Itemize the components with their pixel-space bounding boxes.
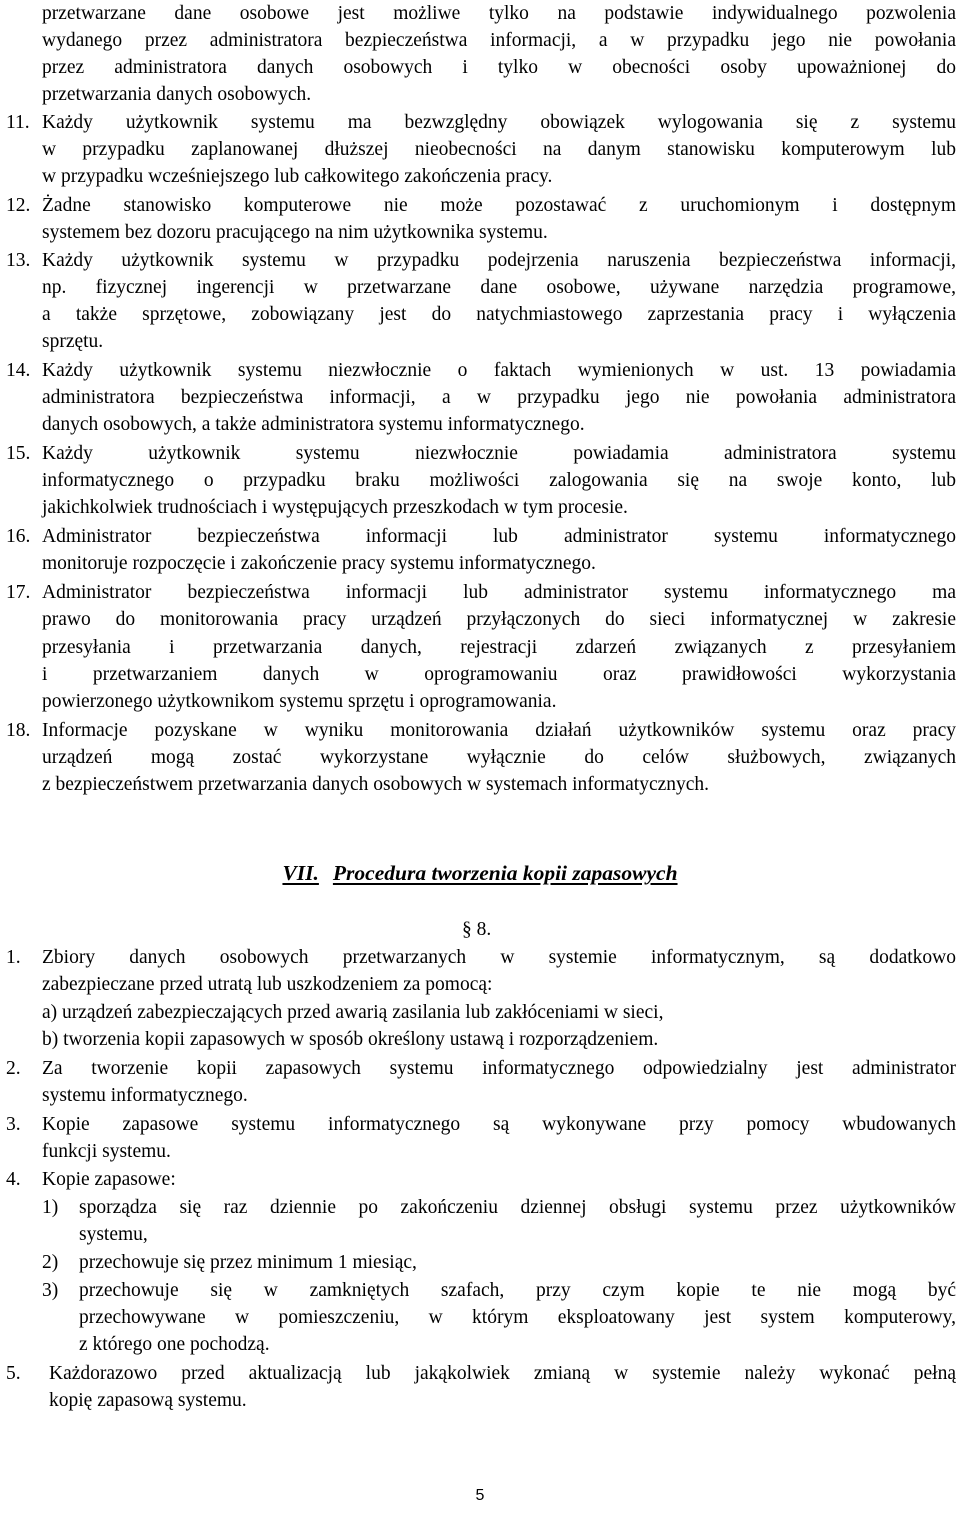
item-line: systemem bez dozoru pracującego na nim użytkownika systemu. — [42, 222, 548, 243]
item-number: 2. — [6, 1058, 21, 1079]
item-line: w przypadku zaplanowanej dłuższej nieobecności na danym stanowisku komputerowym lub — [42, 139, 956, 160]
item-line: np. fizycznej ingerencji w przetwarzane dane osobowe, używane narzędzia programowe, — [42, 277, 956, 298]
item-line: sprzętu. — [42, 331, 104, 352]
item-line: zabezpieczane przed utratą lub uszkodzeniem za pomocą: — [42, 974, 493, 995]
item-line: systemu informatycznego. — [42, 1085, 248, 1106]
subitem-line: przechowywane w pomieszczeniu, w którym eksploatowany jest system komputerowy, — [79, 1307, 956, 1328]
item-line: Każdy użytkownik systemu niezwłocznie powiadamia administratora systemu — [42, 443, 956, 464]
item-number: 14. — [6, 360, 31, 381]
section-roman-numeral: VII. — [282, 861, 319, 885]
item-number: 12. — [6, 195, 31, 216]
subitem-line: przechowuje się w zamkniętych szafach, przy czym kopie te nie mogą być — [79, 1280, 956, 1301]
item-line: prawo do monitorowania pracy urządzeń przyłączonych do sieci informatycznej w zakresie — [42, 609, 956, 630]
item-line: urządzeń mogą zostać wykorzystane wyłącznie do celów służbowych, związanych — [42, 747, 956, 768]
item-line: i przetwarzaniem danych w oprogramowaniu oraz prawidłowości wykorzystania — [42, 664, 956, 685]
item-number: 3. — [6, 1114, 21, 1135]
subitem-line: z którego one pochodzą. — [79, 1334, 270, 1355]
item-line: a) urządzeń zabezpieczających przed awarią zasilania lub zakłóceniami w sieci, — [42, 1002, 664, 1023]
item-line: jakichkolwiek trudnościach i występujących przeszkodach w tym procesie. — [42, 497, 628, 518]
subitem-line: systemu, — [79, 1224, 148, 1245]
item-line: Żadne stanowisko komputerowe nie może pozostawać z uruchomionym i dostępnym — [42, 195, 956, 216]
item-line: b) tworzenia kopii zapasowych w sposób określony ustawą i rozporządzeniem. — [42, 1029, 659, 1050]
item-line: kopię zapasową systemu. — [49, 1390, 247, 1411]
item-line: Informacje pozyskane w wyniku monitorowania działań użytkowników systemu oraz pracy — [42, 720, 956, 741]
subitem-number: 1) — [42, 1197, 59, 1218]
item-line: Kopie zapasowe: — [42, 1169, 176, 1190]
item-line: w przypadku wcześniejszego lub całkowitego zakończenia pracy. — [42, 166, 553, 187]
intro-line: wydanego przez administratora bezpieczeństwa informacji, a w przypadku jego nie powołania — [42, 30, 956, 51]
item-number: 17. — [6, 582, 31, 603]
item-line: z bezpieczeństwem przetwarzania danych osobowych w systemach informatycznych. — [42, 774, 710, 795]
item-line: a także sprzętowe, zobowiązany jest do natychmiastowego zaprzestania pracy i wyłączenia — [42, 304, 956, 325]
item-line: Każdorazowo przed aktualizacją lub jakąkolwiek zmianą w systemie należy wykonać pełną — [49, 1363, 956, 1384]
intro-line: przez administratora danych osobowych i tylko w obecności osoby upoważnionej do — [42, 57, 956, 78]
item-line: Każdy użytkownik systemu ma bezwzględny obowiązek wylogowania się z systemu — [42, 112, 956, 133]
item-number: 16. — [6, 526, 31, 547]
page-number: 5 — [475, 1487, 485, 1504]
item-line: informatycznego o przypadku braku możliwości zalogowania się na swoje konto, lub — [42, 470, 956, 491]
section-heading — [0, 858, 960, 888]
item-line: administratora bezpieczeństwa informacji, a w przypadku jego nie powołania administratora — [42, 387, 956, 408]
item-line: Każdy użytkownik systemu niezwłocznie o faktach wymienionych w ust. 13 powiadamia — [42, 360, 956, 381]
section-title: Procedura tworzenia kopii zapasowych — [332, 861, 678, 885]
item-number: 13. — [6, 250, 31, 271]
item-number: 5. — [6, 1363, 21, 1384]
item-line: monitoruje rozpoczęcie i zakończenie pracy systemu informatycznego. — [42, 553, 596, 574]
item-number: 18. — [6, 720, 31, 741]
item-line: Kopie zapasowe systemu informatycznego są wykonywane przy pomocy wbudowanych — [42, 1114, 956, 1135]
item-line: Administrator bezpieczeństwa informacji lub administrator systemu informatycznego — [42, 526, 956, 547]
subitem-number: 2) — [42, 1252, 59, 1273]
item-number: 4. — [6, 1169, 21, 1190]
item-number: 1. — [6, 947, 21, 968]
item-line: danych osobowych, a także administratora systemu informatycznego. — [42, 414, 585, 435]
item-number: 11. — [6, 112, 30, 133]
subitem-line: przechowuje się przez minimum 1 miesiąc, — [79, 1252, 417, 1273]
item-line: Zbiory danych osobowych przetwarzanych w systemie informatycznym, są dodatkowo — [42, 947, 956, 968]
item-line: funkcji systemu. — [42, 1141, 171, 1162]
intro-line: przetwarzane dane osobowe jest możliwe tylko na podstawie indywidualnego pozwolenia — [42, 3, 956, 24]
item-line: przesyłania i przetwarzania danych, rejestracji zdarzeń związanych z przesyłaniem — [42, 637, 956, 658]
subitem-number: 3) — [42, 1280, 59, 1301]
paragraph-sign: § 8. — [462, 919, 492, 940]
item-line: Za tworzenie kopii zapasowych systemu informatycznego odpowiedzialny jest administrator — [42, 1058, 956, 1079]
item-line: Administrator bezpieczeństwa informacji lub administrator systemu informatycznego ma — [42, 582, 956, 603]
item-number: 15. — [6, 443, 31, 464]
subitem-line: sporządza się raz dziennie po zakończeniu dziennej obsługi systemu przez użytkowników — [79, 1197, 956, 1218]
item-line: Każdy użytkownik systemu w przypadku podejrzenia naruszenia bezpieczeństwa informacji, — [42, 250, 956, 271]
intro-line: przetwarzania danych osobowych. — [42, 84, 312, 105]
item-line: powierzonego użytkownikom systemu sprzętu i oprogramowania. — [42, 691, 557, 712]
